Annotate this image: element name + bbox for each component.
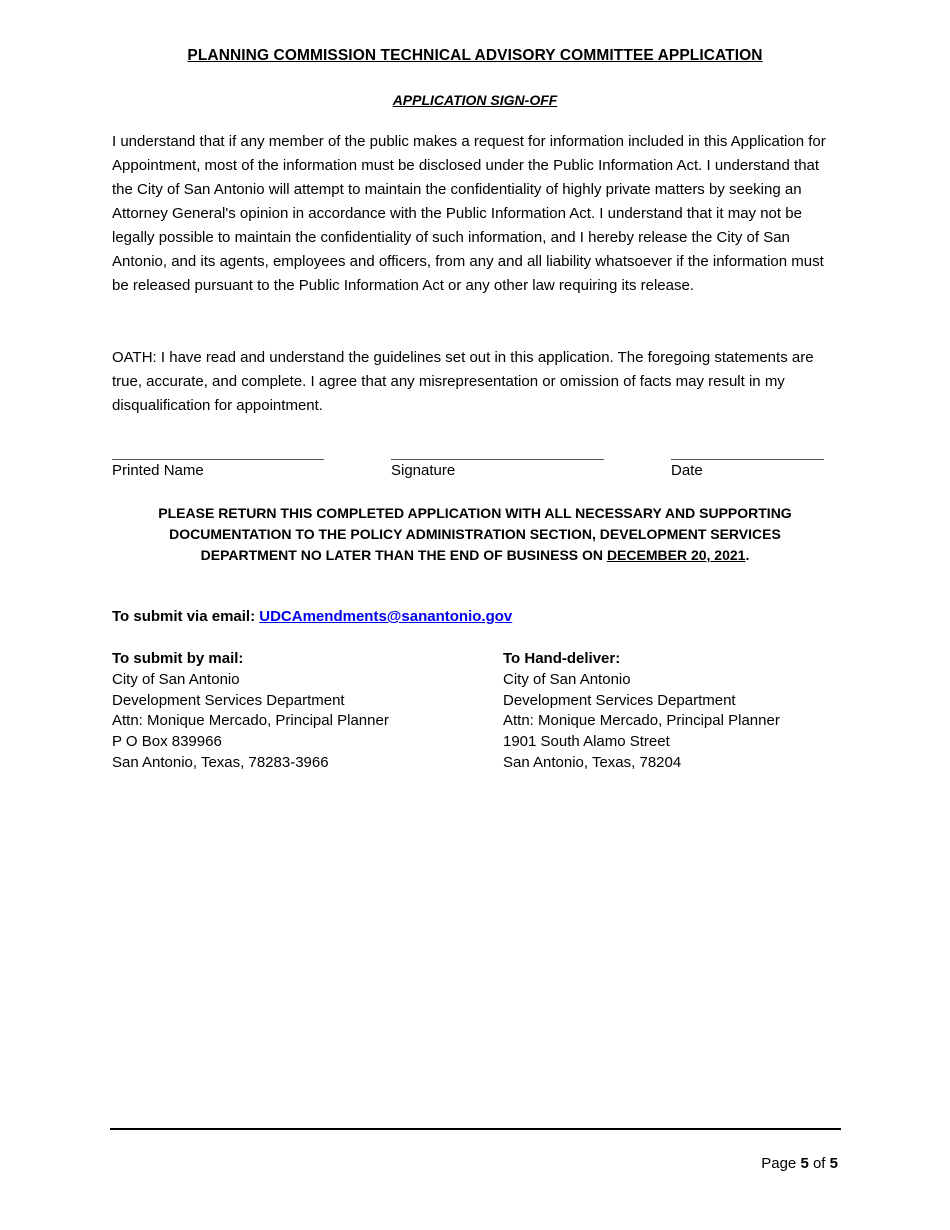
mail-address-line: San Antonio, Texas, 78283-3966 <box>112 753 329 771</box>
return-notice-line-3-prefix: DEPARTMENT NO LATER THAN THE END OF BUSINESS ON <box>200 547 604 563</box>
mail-address-line: City of San Antonio <box>112 670 240 688</box>
date-label: Date <box>671 462 703 479</box>
signature-label: Signature <box>391 462 456 479</box>
of-word: of <box>812 1155 826 1172</box>
mail-address-block <box>112 649 389 774</box>
page-word: Page <box>761 1155 797 1172</box>
return-notice-line-2: DOCUMENTATION TO THE POLICY ADMINISTRATION SECTION, DEVELOPMENT SERVICES <box>169 526 781 542</box>
mail-address-line: Development Services Department <box>112 691 345 709</box>
oath-paragraph: OATH: I have read and understand the guidelines set out in this application. The foregoing statements are true, accurate, and complete. I agree that any misrepresentation or omission of facts may result in my disqualification for appointment. <box>112 349 814 414</box>
hand-delivery-heading: To Hand-deliver: <box>503 650 621 667</box>
section-subtitle: APPLICATION SIGN-OFF <box>392 92 558 108</box>
hand-delivery-line: Development Services Department <box>503 691 736 709</box>
date-line[interactable] <box>671 459 824 460</box>
page-number <box>761 1154 838 1174</box>
hand-delivery-line: City of San Antonio <box>503 670 631 688</box>
hand-delivery-line: Attn: Monique Mercado, Principal Planner <box>503 712 780 730</box>
page-title: PLANNING COMMISSION TECHNICAL ADVISORY COMMITTEE APPLICATION <box>187 47 763 64</box>
total-pages: 5 <box>829 1155 838 1172</box>
hand-delivery-line: San Antonio, Texas, 78204 <box>503 753 682 771</box>
mail-address-line: P O Box 839966 <box>112 733 222 751</box>
current-page: 5 <box>800 1155 809 1172</box>
return-notice-line-1: PLEASE RETURN THIS COMPLETED APPLICATION WITH ALL NECESSARY AND SUPPORTING <box>158 505 792 521</box>
signature-line[interactable] <box>391 459 604 460</box>
mail-heading: To submit by mail: <box>112 650 244 667</box>
email-submission-label: To submit via email: <box>112 608 256 625</box>
disclosure-paragraph: I understand that if any member of the public makes a request for information included in this Application for Appointment, most of the information must be disclosed under the Public Information Act. I understand that the City of San Antonio will attempt to maintain the confidentiality of highly private matters by seeking an Attorney General's opinion in accordance with the Public Information Act. I understand that it may not be legally possible to maintain the confidentiality of such information, and I hereby release the City of San Antonio, and its agents, employees and officers, from any and all liability whatsoever if the information must be released pursuant to the Public Information Act or any other law requiring its release. <box>112 133 826 294</box>
return-notice-line-3 <box>140 545 810 566</box>
printed-name-label: Printed Name <box>112 462 204 479</box>
return-notice <box>140 503 810 566</box>
deadline-date: DECEMBER 20, 2021 <box>606 547 746 563</box>
email-submission <box>112 607 512 627</box>
hand-delivery-block <box>503 649 780 774</box>
return-notice-period: . <box>745 547 750 563</box>
hand-delivery-line: 1901 South Alamo Street <box>503 733 670 751</box>
email-link[interactable]: UDCAmendments@sanantonio.gov <box>259 608 513 625</box>
footer-divider <box>110 1128 841 1130</box>
printed-name-line[interactable] <box>112 459 324 460</box>
mail-address-line: Attn: Monique Mercado, Principal Planner <box>112 712 389 730</box>
